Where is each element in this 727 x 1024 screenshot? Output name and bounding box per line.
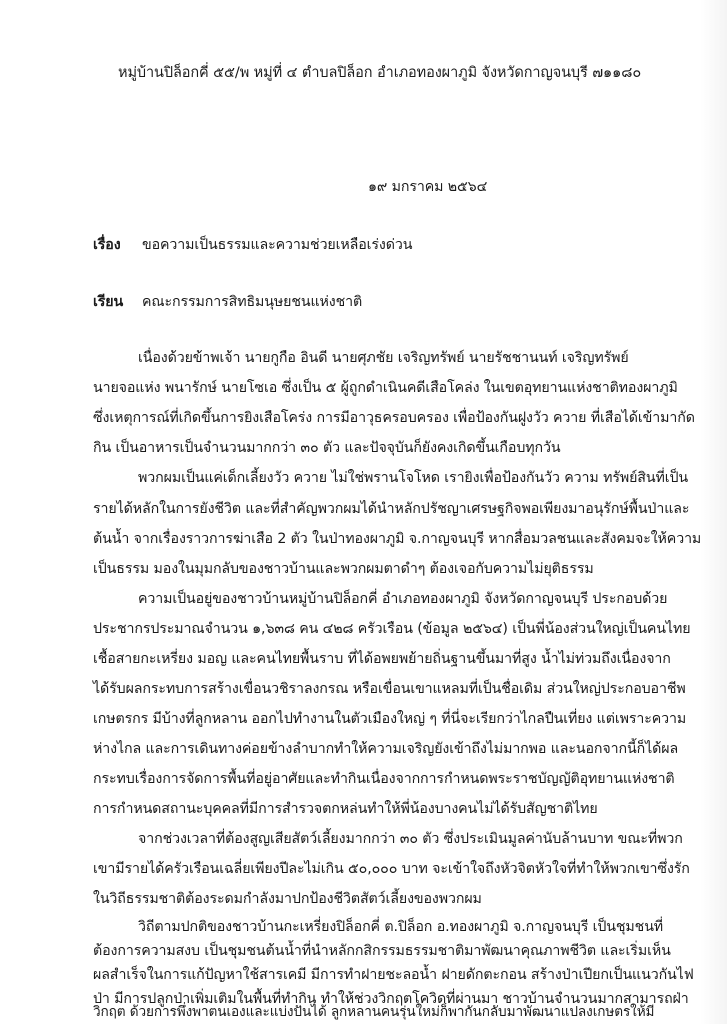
body-line: วิถีตามปกติของชาวบ้านกะเหรี่ยงปิล็อกคี่ ต.ปิล็อก อ.ทองผาภูมิ จ.กาญจนบุรี เป็นชุมชนที่ <box>138 919 664 935</box>
body-line: เชื้อสายกะเหรี่ยง มอญ และคนไทยพื้นราบ ที่ได้อพยพย้ายถิ่นฐานขึ้นมาที่สูง น้ำไม่ท่วมถึงเนื่องจาก <box>93 651 671 667</box>
sender-address: หมู่บ้านปิล็อกคี่ ๕๕/พ หมู่ที่ ๔ ตำบลปิล็อก อำเภอทองผาภูมิ จังหวัดกาญจนบุรี ๗๑๑๘๐ <box>118 65 642 81</box>
body-line: ป่า มีการปลูกป่าเพิ่มเติมในพื้นที่ทำกิน ทำให้ช่วงวิกฤตโควิดที่ผ่านมา ชาวบ้านจำนวนมากสามารถฝ่า <box>93 991 689 1007</box>
body-line: กระทบเรื่องการจัดการพื้นที่อยู่อาศัยและทำกินเนื่องจากการกำหนดพระราชบัญญัติอุทยานแห่งชาติ <box>93 771 675 787</box>
body-line: ได้รับผลกระทบการสร้างเขื่อนวชิราลงกรณ หรือเขื่อนเขาแหลมที่เป็นชื่อเดิม ส่วนใหญ่ประกอบอาชีพ <box>93 681 686 697</box>
body-line: ต้นน้ำ จากเรื่องราวการฆ่าเสือ 2 ตัว ในป่าทองผาภูมิ จ.กาญจนบุรี หากสื่อมวลชนและสังคมจะให้ความ <box>93 531 702 547</box>
body-line: เป็นธรรม มองในมุมกลับของชาวบ้านและพวกผมตาดำๆ ต้องเจอกับความไม่ยุติธรรม <box>93 561 594 577</box>
body-line: รายได้หลักในการยังชีวิต และที่สำคัญพวกผมได้นำหลักปรัชญาเศรษฐกิจพอเพียงมาอนุรักษ์พื้นป่าและ <box>93 501 690 517</box>
body-line: ประชากรประมาณจำนวน ๑,๖๓๘ คน ๔๒๘ ครัวเรือน (ข้อมูล ๒๕๖๔) เป็นพี่น้องส่วนใหญ่เป็นคนไทย <box>93 621 691 637</box>
body-line: เขามีรายได้ครัวเรือนเฉลี่ยเพียงปีละไม่เกิน ๕๐,๐๐๐ บาท จะเข้าใจถึงหัวจิตหัวใจที่ทำให้พวกเขาซึ่งรัก <box>93 861 690 877</box>
body-line: จากช่วงเวลาที่ต้องสูญเสียสัตว์เลี้ยงมากกว่า ๓๐ ตัว ซึ่งประเมินมูลค่านับล้านบาท ขณะที่พวก <box>138 831 683 847</box>
subject-text: ขอความเป็นธรรมและความช่วยเหลือเร่งด่วน <box>142 237 413 253</box>
body-line: ซึ่งเหตุการณ์ที่เกิดขึ้นการยิงเสือโคร่ง การมีอาวุธครอบครอง เพื่อป้องกันฝูงวัว ควาย ที่เสือได้เข้ามากัด <box>93 410 695 426</box>
body-line: ผลสำเร็จในการแก้ปัญหาใช้สารเคมี มีการทำฝายชะลอน้ำ ฝายดักตะกอน สร้างป่าเปียกเป็นแนวกันไฟ <box>93 967 694 983</box>
subject-label: เรื่อง <box>93 237 121 253</box>
letter-date: ๑๙ มกราคม ๒๕๖๔ <box>368 179 488 195</box>
recipient-text: คณะกรรมการสิทธิมนุษยชนแห่งชาติ <box>142 294 363 310</box>
body-line: การกำหนดสถานะบุคคลที่มีการสำรวจตกหล่นทำให้พี่น้องบางคนไม่ได้รับสัญชาติไทย <box>93 801 598 817</box>
body-line: ในวิถีธรรมชาติต้องระดมกำลังมาปกป้องชีวิตสัตว์เลี้ยงของพวกผม <box>93 891 482 907</box>
body-line: เกษตรกร มีบ้างที่ลูกหลาน ออกไปทำงานในตัวเมืองใหญ่ ๆ ที่นี่จะเรียกว่าไกลปืนเที่ยง แต่เพราะความ <box>93 711 687 727</box>
body-line: เนื่องด้วยข้าพเจ้า นายกูกือ อินดี นายศุภชัย เจริญทรัพย์ นายรัชชานนท์ เจริญทรัพย์ <box>138 350 629 366</box>
recipient-label: เรียน <box>93 294 124 310</box>
body-line: ห่างไกล และการเดินทางค่อยข้างลำบากทำให้ความเจริญยังเข้าถึงไม่มากพอ และนอกจากนี้ก็ได้ผล <box>93 741 679 757</box>
body-line: พวกผมเป็นแค่เด็กเลี้ยงวัว ควาย ไม่ใช่พรานโจโหด เรายิงเพื่อป้องกันวัว ความ ทรัพย์สินที่เป็น <box>138 470 688 486</box>
body-line: วิกฤต ด้วยการพึ่งพาตนเองและแบ่งปันได้ ลูกหลานคนรุ่นใหม่ก็พากันกลับมาพัฒนาแปลงเกษตรให้มี <box>93 1004 655 1020</box>
body-line: นายจอแห่ง พนารักษ์ นายโซเอ ซึ่งเป็น ๕ ผู้ถูกดำเนินคดีเสือโคล่ง ในเขตอุทยานแห่งชาติทองผาภูมิ <box>93 380 678 396</box>
body-line: กิน เป็นอาหารเป็นจำนวนมากกว่า ๓๐ ตัว และปัจจุบันก็ยังคงเกิดขึ้นเกือบทุกวัน <box>93 440 561 456</box>
body-line: ต้องการความสงบ เป็นชุมชนต้นน้ำที่นำหลักกสิกรรมธรรมชาติมาพัฒนาคุณภาพชีวิต และเริ่มเห็น <box>93 943 671 959</box>
body-line: ความเป็นอยู่ของชาวบ้านหมู่บ้านปิล็อกคี่ อำเภอทองผาภูมิ จังหวัดกาญจนบุรี ประกอบด้วย <box>138 591 668 607</box>
